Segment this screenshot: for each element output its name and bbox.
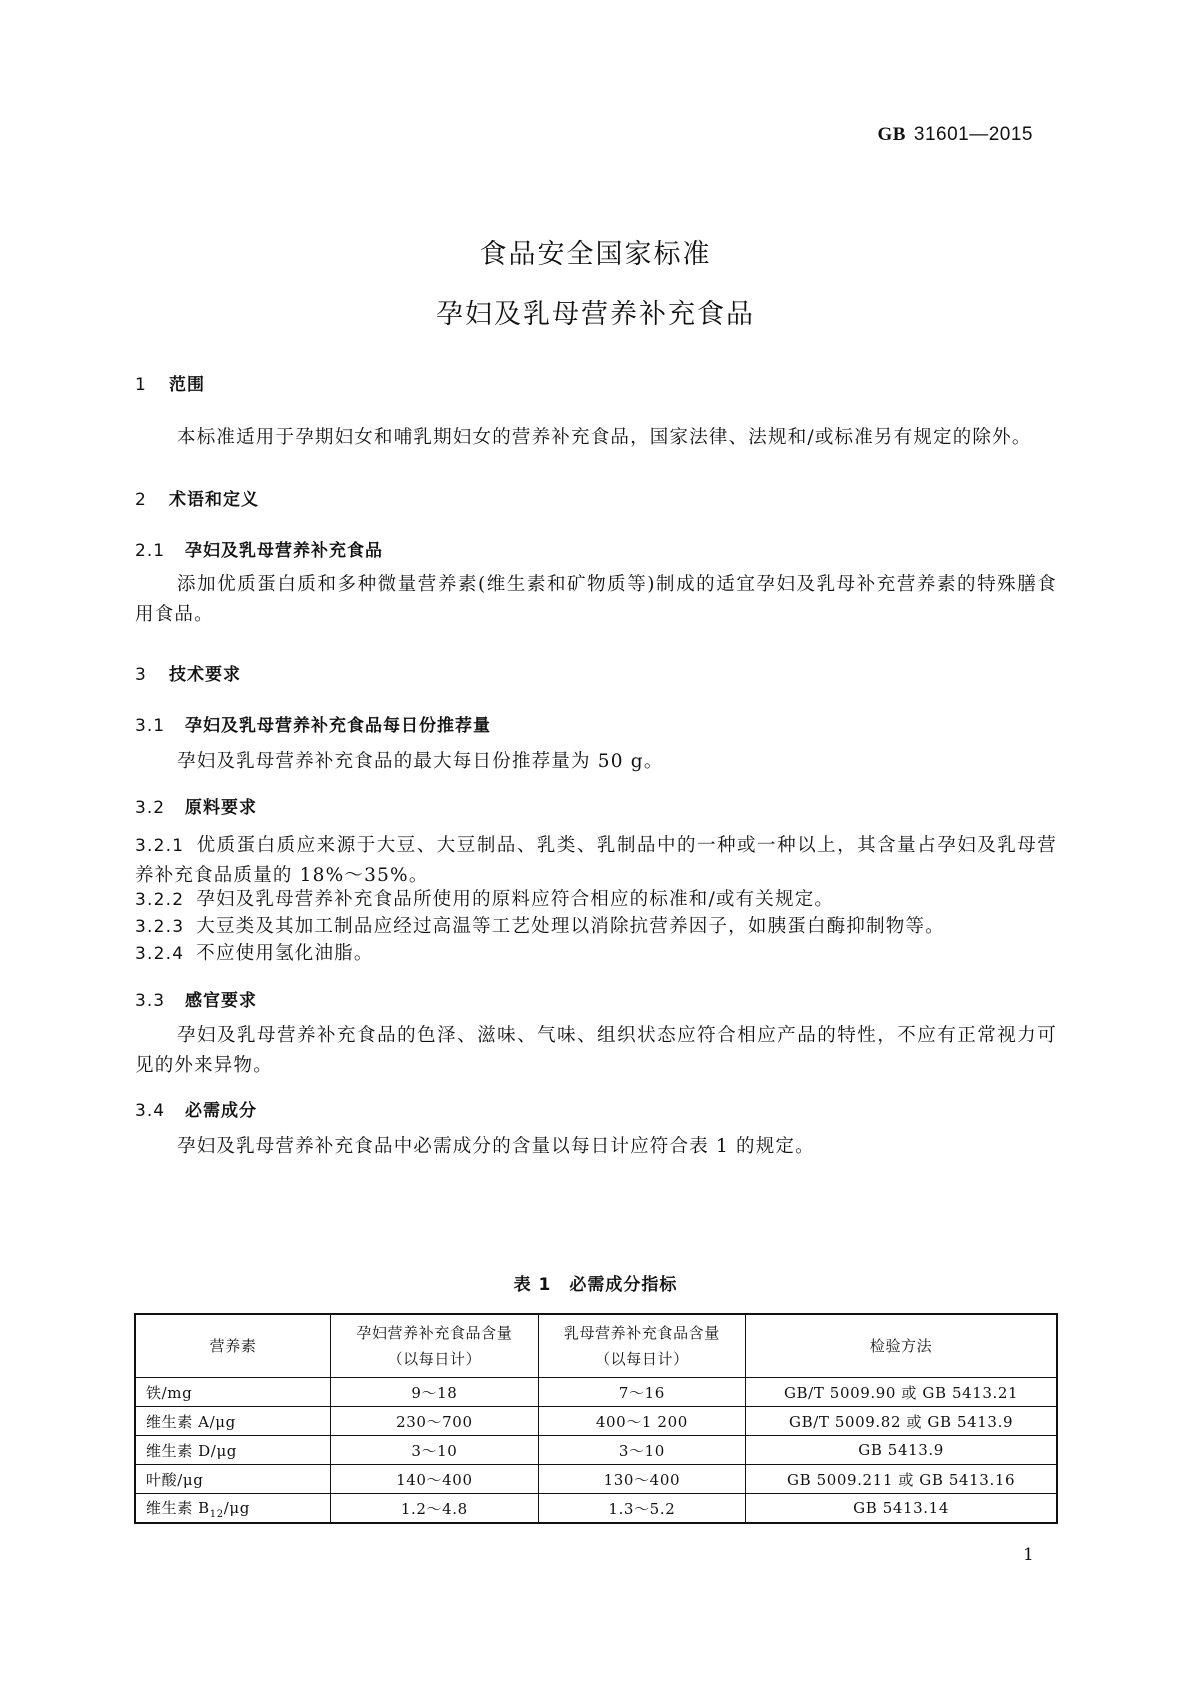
cell-nutrient: 维生素 D/μg — [135, 1436, 331, 1465]
section-1-heading — [135, 370, 205, 395]
cell-nutrient: 叶酸/μg — [135, 1465, 331, 1494]
table-row — [135, 1465, 1057, 1494]
table-row — [135, 1407, 1057, 1436]
section-3-3-title: 感官要求 — [185, 991, 257, 1011]
section-3-heading — [135, 660, 241, 685]
standard-code: 31601—2015 — [913, 124, 1033, 145]
clause-3-2-3 — [135, 912, 1057, 942]
cell-nutrient — [135, 1494, 331, 1524]
cell-lactating: 3～10 — [538, 1436, 746, 1465]
cell-pregnant: 3～10 — [331, 1436, 539, 1465]
section-1-number: 1 — [135, 375, 147, 395]
cell-method: GB/T 5009.90 或 GB 5413.21 — [746, 1378, 1057, 1407]
clause-3-2-1-number: 3.2.1 — [135, 836, 185, 856]
document-title-line1: 食品安全国家标准 — [479, 239, 712, 270]
table-row — [135, 1436, 1057, 1465]
section-3-2-heading — [135, 793, 257, 818]
header-lactating-content — [538, 1314, 746, 1378]
nutrient-b12-prefix: 维生素 B — [146, 1498, 210, 1517]
section-2-1-text: 添加优质蛋白质和多种微量营养素(维生素和矿物质等)制成的适宜孕妇及乳母补充营养素的特殊膳食用食品。 — [135, 574, 1057, 625]
section-3-1-text: 孕妇及乳母营养补充食品的最大每日份推荐量为 50 g。 — [177, 751, 664, 772]
clause-3-2-3-number: 3.2.3 — [135, 917, 185, 937]
clause-3-2-2-text: 孕妇及乳母营养补充食品所使用的原料应符合相应的标准和/或有关规定。 — [196, 889, 835, 910]
section-3-4-number: 3.4 — [135, 1101, 166, 1121]
cell-lactating: 400～1 200 — [538, 1407, 746, 1436]
nutrient-b12-subscript: 12 — [209, 1508, 224, 1520]
section-3-2-number: 3.2 — [135, 798, 166, 818]
clause-3-2-4-text: 不应使用氢化油脂。 — [196, 943, 374, 964]
section-2-1-title: 孕妇及乳母营养补充食品 — [185, 541, 383, 561]
clause-3-2-3-text: 大豆类及其加工制品应经过高温等工艺处理以消除抗营养因子，如胰蛋白酶抑制物等。 — [196, 916, 945, 937]
cell-nutrient: 铁/mg — [135, 1378, 331, 1407]
clause-3-2-4-number: 3.2.4 — [135, 944, 185, 964]
section-3-4-text: 孕妇及乳母营养补充食品中必需成分的含量以每日计应符合表 1 的规定。 — [177, 1136, 815, 1157]
section-2-1-number: 2.1 — [135, 541, 166, 561]
section-3-1-heading — [135, 711, 491, 736]
section-1-text: 本标准适用于孕期妇女和哺乳期妇女的营养补充食品，国家法律、法规和/或标准另有规定的除外。 — [177, 427, 1032, 448]
cell-lactating: 130～400 — [538, 1465, 746, 1494]
header-test-method: 检验方法 — [746, 1314, 1057, 1378]
table-header-row — [135, 1314, 1057, 1378]
section-1-title: 范围 — [169, 375, 205, 395]
section-3-4-heading — [135, 1096, 257, 1121]
clause-3-2-4 — [135, 939, 1057, 969]
section-3-1-number: 3.1 — [135, 716, 166, 736]
table-caption: 表 1 必需成分指标 — [513, 1275, 678, 1295]
section-2-number: 2 — [135, 490, 147, 510]
header-lactating-line1: 乳母营养补充食品含量 — [563, 1324, 720, 1342]
header-lactating-line2: （以每日计） — [595, 1350, 689, 1368]
cell-method: GB/T 5009.82 或 GB 5413.9 — [746, 1407, 1057, 1436]
section-3-3-text: 孕妇及乳母营养补充食品的色泽、滋味、气味、组织状态应符合相应产品的特性，不应有正常视力可见的外来异物。 — [135, 1025, 1057, 1076]
cell-nutrient: 维生素 A/μg — [135, 1407, 331, 1436]
nutrient-b12-suffix: /μg — [223, 1498, 250, 1517]
section-2-title: 术语和定义 — [169, 490, 259, 510]
clause-3-2-1 — [135, 831, 1057, 891]
header-nutrient: 营养素 — [135, 1314, 331, 1378]
cell-pregnant: 9～18 — [331, 1378, 539, 1407]
header-pregnant-line2: （以每日计） — [387, 1350, 482, 1368]
table-row — [135, 1494, 1057, 1524]
section-3-1-title: 孕妇及乳母营养补充食品每日份推荐量 — [185, 716, 491, 736]
section-2-1-heading — [135, 536, 383, 561]
cell-lactating: 7～16 — [538, 1378, 746, 1407]
section-3-3-heading — [135, 986, 257, 1011]
document-title-line2: 孕妇及乳母营养补充食品 — [436, 299, 755, 330]
nutrient-requirements-table — [134, 1313, 1058, 1524]
cell-method: GB 5413.9 — [746, 1436, 1057, 1465]
section-3-title: 技术要求 — [169, 665, 241, 685]
cell-method: GB 5009.211 或 GB 5413.16 — [746, 1465, 1057, 1494]
header-pregnant-content — [331, 1314, 539, 1378]
section-3-4-title: 必需成分 — [185, 1101, 257, 1121]
clause-3-2-1-text: 优质蛋白质应来源于大豆、大豆制品、乳类、乳制品中的一种或一种以上，其含量占孕妇及乳母营养补充食品质量的 18%～35%。 — [135, 835, 1057, 886]
cell-lactating: 1.3～5.2 — [538, 1494, 746, 1524]
section-3-3-number: 3.3 — [135, 991, 166, 1011]
header-pregnant-line1: 孕妇营养补充食品含量 — [356, 1324, 513, 1342]
cell-pregnant: 1.2～4.8 — [331, 1494, 539, 1524]
page-number: 1 — [1023, 1545, 1034, 1565]
section-3-number: 3 — [135, 665, 147, 685]
standard-number — [877, 124, 1033, 146]
cell-method: GB 5413.14 — [746, 1494, 1057, 1524]
clause-3-2-2 — [135, 885, 1057, 915]
table-row — [135, 1378, 1057, 1407]
cell-pregnant: 140～400 — [331, 1465, 539, 1494]
section-3-2-title: 原料要求 — [185, 798, 257, 818]
clause-3-2-2-number: 3.2.2 — [135, 890, 185, 910]
cell-pregnant: 230～700 — [331, 1407, 539, 1436]
section-2-heading — [135, 485, 259, 510]
standard-prefix: GB — [877, 124, 906, 145]
